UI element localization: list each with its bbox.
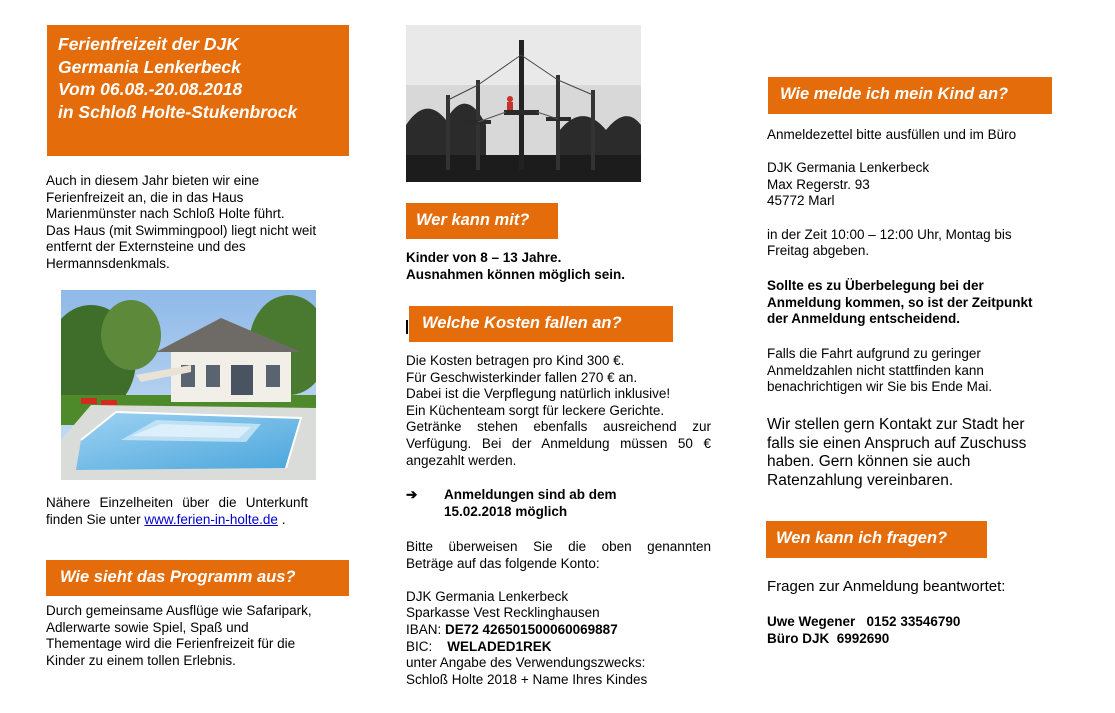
registration-note: ➔ Anmeldungen sind ab dem 15.02.2018 möglich: [406, 487, 617, 519]
signup-heading: Wie melde ich mein Kind an?: [768, 77, 1052, 114]
signup-text: Anmeldezettel bitte ausfüllen und im Büro DJK Germania Lenkerbeck Max Regerstr. 93 45772 Marl in der Zeit 10:00 – 12:00 Uhr, Montag bis Freitag abgeben.: [767, 127, 1067, 260]
arrow-icon: ➔: [406, 487, 418, 502]
title-line: Germania Lenkerbeck: [58, 56, 241, 77]
overbooking-text: Sollte es zu Überbelegung bei der Anmeldung kommen, so ist der Zeitpunkt der Anmeldung entscheidend.: [767, 278, 1033, 327]
ask-heading: Wen kann ich fragen?: [766, 521, 987, 558]
contact-person: Büro DJK 6992690: [767, 630, 890, 646]
cost-text: Die Kosten betragen pro Kind 300 €. Für Geschwisterkinder fallen 270 € an. Dabei ist die Verpflegung natürlich inklusive! Ein Küchenteam sorgt für leckere Gerichte. Getränke stehen ebenfalls ausreichend zur Verfügung. Bei der Anmeldung müssen 50 € angezahlt werden.: [406, 353, 711, 468]
bank-name: Sparkasse Vest Recklinghausen: [406, 605, 600, 621]
contact-persons: [767, 614, 1067, 647]
address-line: Max Regerstr. 93: [767, 176, 870, 192]
ferien-in-holte-link[interactable]: www.ferien-in-holte.de: [144, 511, 278, 527]
intro-text: Auch in diesem Jahr bieten wir eine Ferienfreizeit an, die in das Haus Marienmünster nach Schloß Holte führt. Das Haus (mit Swimmingpool) liegt nicht weit entfernt der Externsteine und des Hermannsdenkmals.: [46, 173, 317, 271]
account-name: DJK Germania Lenkerbeck: [406, 588, 569, 604]
house-pool-photo: [61, 290, 316, 480]
cost-heading-marker: [406, 320, 408, 334]
who-text: Kinder von 8 – 13 Jahre. Ausnahmen können möglich sein.: [406, 250, 626, 282]
ask-intro: Fragen zur Anmeldung beantwortet:: [767, 578, 1006, 595]
transfer-text: Bitte überweisen Sie die oben genannten Beträge auf das folgende Konto: DJK Germania Lenkerbeck Sparkasse Vest Recklinghausen IBAN: DE72 426501500060069887 BIC: WELADED1REK unter Angabe des Verwendungszwecks: Schloß Holte 2018 + Name Ihres Kindes: [406, 539, 711, 687]
title-line: Ferienfreizeit der DJK: [58, 34, 239, 54]
address-line: 45772 Marl: [767, 193, 835, 209]
program-heading: Wie sieht das Programm aus?: [46, 560, 349, 596]
bic-value: WELADED1REK: [447, 638, 552, 654]
bic-line: BIC: WELADED1REK: [406, 638, 552, 654]
who-heading: Wer kann mit?: [406, 203, 558, 239]
house-pool-illustration: [61, 290, 316, 480]
title-line: in Schloß Holte-Stukenbrock: [58, 101, 298, 122]
contact-person: Uwe Wegener 0152 33546790: [767, 614, 961, 629]
program-text: Durch gemeinsame Ausflüge wie Safaripark, Adlerwarte sowie Spiel, Spaß und Thementage wird die Ferienfreizeit für die Kinder zu einem tollen Erlebnis.: [46, 603, 312, 668]
iban-value: DE72 426501500060069887: [445, 621, 618, 637]
iban-line: IBAN: DE72 426501500060069887: [406, 621, 618, 637]
high-ropes-illustration: [406, 25, 641, 182]
details-text: Nähere Einzelheiten über die Unterkunft finden Sie unter www.ferien-in-holte.de .: [46, 495, 308, 527]
high-ropes-photo: [406, 25, 641, 182]
title-line: Vom 06.08.-20.08.2018: [58, 79, 243, 99]
cost-heading: Welche Kosten fallen an?: [409, 306, 673, 342]
cancel-text: Falls die Fahrt aufgrund zu geringer Anmeldzahlen nicht stattfinden kann benachrichtigen wir Sie bis Ende Mai.: [767, 346, 993, 395]
address-line: DJK Germania Lenkerbeck: [767, 160, 930, 176]
title-box: [47, 25, 349, 156]
contact-text: Wir stellen gern Kontakt zur Stadt her falls sie einen Anspruch auf Zuschuss haben. Gern können sie auch Ratenzahlung vereinbaren.: [767, 416, 1027, 489]
